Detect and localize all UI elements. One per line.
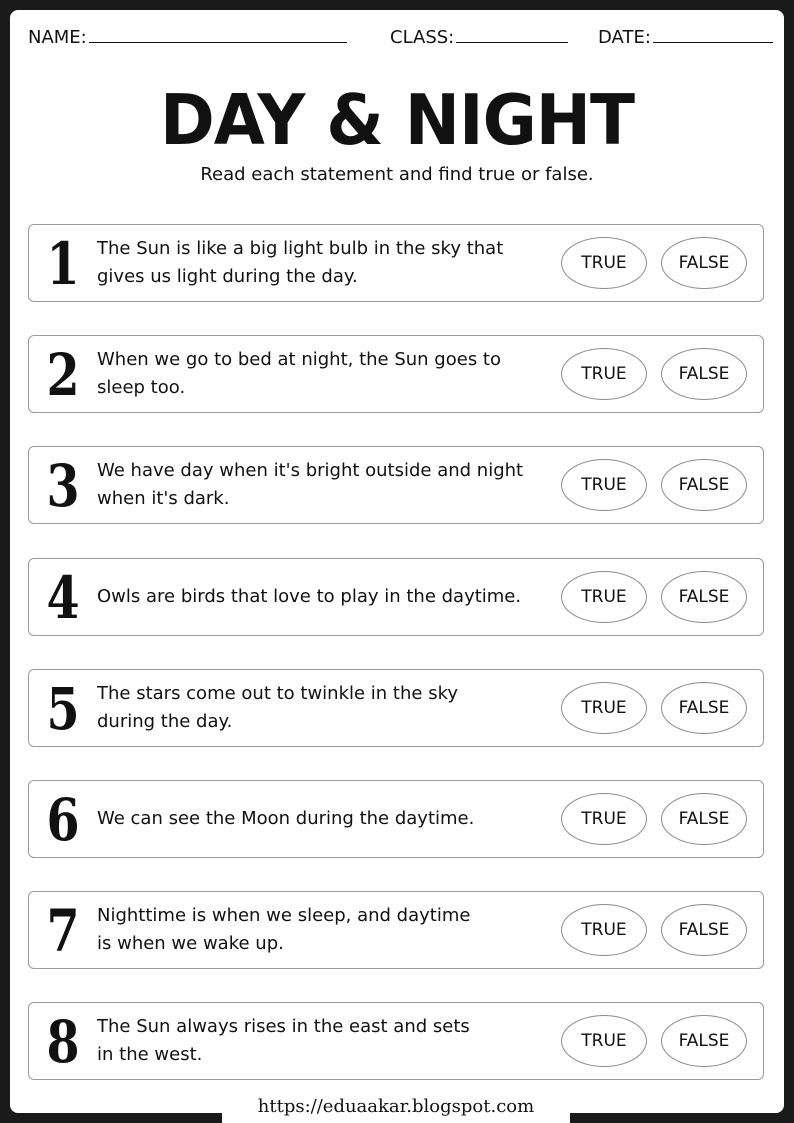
false-option-button[interactable]: FALSE — [661, 1015, 747, 1067]
question-statement: The Sun is like a big light bulb in the sky that gives us light during the day. — [97, 238, 504, 287]
false-option-button[interactable]: FALSE — [661, 793, 747, 845]
question-statement: We have day when it's bright outside and night when it's dark. — [97, 460, 524, 509]
question-statement: The Sun always rises in the east and sets in the west. — [97, 1016, 470, 1065]
question-number: 3 — [46, 452, 80, 520]
name-label: NAME: — [28, 27, 87, 48]
question-card — [28, 224, 764, 302]
question-number: 2 — [46, 341, 80, 409]
question-card — [28, 1002, 764, 1080]
question-statement: We can see the Moon during the daytime. — [97, 808, 475, 829]
false-option-button[interactable]: FALSE — [661, 348, 747, 400]
student-info-header — [0, 24, 794, 54]
name-blank-line[interactable] — [89, 24, 347, 43]
true-option-button[interactable]: TRUE — [561, 904, 647, 956]
true-option-button[interactable]: TRUE — [561, 682, 647, 734]
question-number: 5 — [46, 675, 80, 743]
page-title: DAY & NIGHT — [159, 80, 635, 161]
false-option-button[interactable]: FALSE — [661, 904, 747, 956]
true-option-button[interactable]: TRUE — [561, 793, 647, 845]
question-number: 8 — [46, 1008, 80, 1076]
question-number: 4 — [46, 564, 80, 632]
question-card — [28, 558, 764, 636]
question-card — [28, 780, 764, 858]
question-statement: Nighttime is when we sleep, and daytime is when we wake up. — [97, 905, 471, 954]
date-label: DATE: — [598, 27, 651, 48]
question-statement: The stars come out to twinkle in the sky during the day. — [97, 683, 459, 732]
class-blank-line[interactable] — [456, 24, 568, 43]
name-field[interactable] — [28, 24, 347, 48]
false-option-button[interactable]: FALSE — [661, 682, 747, 734]
question-statement: When we go to bed at night, the Sun goes to sleep too. — [97, 349, 501, 398]
false-option-button[interactable]: FALSE — [661, 571, 747, 623]
question-number: 6 — [46, 786, 80, 854]
date-field[interactable] — [598, 24, 773, 48]
class-field[interactable] — [390, 24, 568, 48]
question-number: 1 — [46, 230, 80, 298]
true-option-button[interactable]: TRUE — [561, 348, 647, 400]
question-statement: Owls are birds that love to play in the daytime. — [97, 586, 522, 607]
class-label: CLASS: — [390, 27, 455, 48]
true-option-button[interactable]: TRUE — [561, 1015, 647, 1067]
true-option-button[interactable]: TRUE — [561, 571, 647, 623]
question-card — [28, 669, 764, 747]
question-card — [28, 335, 764, 413]
true-option-button[interactable]: TRUE — [561, 237, 647, 289]
instructions-text: Read each statement and find true or false. — [200, 164, 594, 185]
true-option-button[interactable]: TRUE — [561, 459, 647, 511]
date-blank-line[interactable] — [653, 24, 773, 43]
question-card — [28, 891, 764, 969]
question-card — [28, 446, 764, 524]
footer-url: https://eduaakar.blogspot.com — [222, 1092, 570, 1123]
false-option-button[interactable]: FALSE — [661, 237, 747, 289]
question-number: 7 — [46, 897, 80, 965]
false-option-button[interactable]: FALSE — [661, 459, 747, 511]
